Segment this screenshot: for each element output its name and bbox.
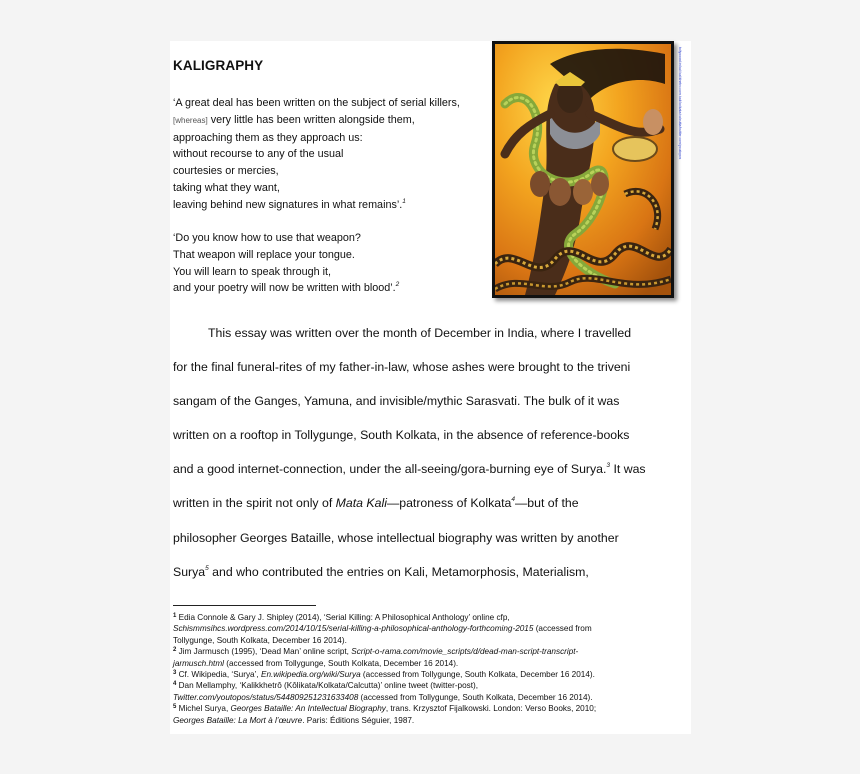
- footnote-2: $^2$ Jim Jarmusch (1995), ‘Dead Man’ online script, Script-o-rama.com/movie_scripts/d/dead-man-script-transcript-: [173, 647, 579, 657]
- footnote-separator: [173, 605, 316, 606]
- epigraph-line: [whereas] very little has been written alongside them,: [173, 113, 415, 126]
- essay-body: [173, 316, 673, 589]
- epigraph-line: leaving behind new signatures in what remains’.$^1$: [173, 197, 406, 211]
- epigraph-line: taking what they want,: [173, 181, 280, 194]
- body-line: written on a rooftop in Tollygunge, South Kolkata, in the absence of reference-books: [173, 428, 630, 443]
- epigraph-1: [173, 95, 460, 214]
- body-line: sangam of the Ganges, Yamuna, and invisible/mythic Sarasvati. The bulk of it was: [173, 394, 620, 409]
- footnote-link[interactable]: Script-o-rama.com/movie_scripts/d/dead-man-script-transcript-: [351, 647, 579, 657]
- body-line: This essay was written over the month of December in India, where I travelled: [208, 326, 632, 340]
- footnote-link[interactable]: jarmusch.html: [173, 658, 224, 668]
- epigraph-line: You will learn to speak through it,: [173, 265, 332, 278]
- epigraph-line: approaching them as they approach us:: [173, 131, 363, 144]
- footnote-link[interactable]: Twitter.com/youtopos/status/544809251231633408: [173, 692, 359, 702]
- kali-painting-image: [492, 41, 674, 298]
- body-line: for the final funeral-rites of my father-in-law, whose ashes were brought to the triveni: [173, 360, 631, 375]
- epigraph-line: and your poetry will now be written with blood’.$^2$: [173, 281, 400, 295]
- footnote-ref-4[interactable]: 4: [511, 496, 515, 504]
- footnote-link[interactable]: Schismmsihcs.wordpress.com/2014/10/15/serial-killing-a-philosophical-anthology-forthcoming-2015: [173, 624, 534, 634]
- epigraph-line: ‘A great deal has been written on the subject of serial killers,: [173, 97, 460, 109]
- epigraph-line: That weapon will replace your tongue.: [173, 248, 355, 261]
- footnotes: $^1$ Edia Connole & Gary J. Shipley (2014), ‘Serial Killing: A Philosophical Anthology’ online cfp, Schismmsihcs.wordpress.com/2014/10/15/serial-killing-a-philosophical-anthology-forthcoming-2015 (accessed from Tollygunge, South Kolkata, December 16 2014). $^2$ Jim Jarmusch (1995), ‘Dead Man’ online script, Script-o-rama.com/movie_scripts/d/dead-man-script-transcript- jarmusch.html (accessed from Tollygunge, South Kolkata, December 16 2014). $^3$ Cf. Wikipedia, ‘Surya’, En.wikipedia.org/wiki/Surya (accessed from Tollygunge, South Kolkata, December 16 2014). $^4$ Dan Mellamphy, ‘Kalikkhetrô (Kôlikata/Kolkata/Calcutta)’ online tweet (twitter-post), Twitter.com/youtopos/status/544809251231633408 (accessed from Tollygunge, South Kolkata, December 16 2014). $^5$ Michel Surya, Georges Bataille: An Intellectual Biography, trans. Krzysztof Fijalkowski. London: Verso Books, 2010; Georges Bataille: La Mort à l’œuvre. Paris: Éditions Séguier, 1987.: [173, 612, 688, 726]
- document-page: [170, 41, 691, 734]
- document-title: KALIGRAPHY: [173, 58, 264, 73]
- footnote-link[interactable]: En.wikipedia.org/wiki/Surya: [260, 670, 361, 680]
- footnote-ref-1[interactable]: 1: [402, 197, 406, 205]
- footnote-1: $^1$ Edia Connole & Gary J. Shipley (2014), ‘Serial Killing: A Philosophical Anthology’ online cfp,: [173, 613, 510, 622]
- body-line: written in the spirit not only of Mata Kali—patroness of Kolkata$^4$—but of the: [173, 496, 579, 511]
- epigraph-line: without recourse to any of the usual: [173, 148, 344, 161]
- footnote-ref-3[interactable]: 3: [606, 462, 611, 470]
- body-line: and a good internet-connection, under the all-seeing/gora-burning eye of Surya.$^3$ It was: [173, 462, 646, 477]
- footnote-ref-2[interactable]: 2: [395, 281, 400, 289]
- footnote-4: $^4$ Dan Mellamphy, ‘Kalikkhetrô (Kôlikata/Kolkata/Calcutta)’ online tweet (twitter-post),: [173, 681, 479, 691]
- bracketed-word: [whereas]: [173, 115, 208, 125]
- footnote-5: $^5$ Michel Surya, Georges Bataille: An Intellectual Biography, trans. Krzysztof Fijalkowski. London: Verso Books, 2010;: [173, 704, 597, 714]
- body-line: philosopher Georges Bataille, whose intellectual biography was written by another: [173, 530, 619, 545]
- footnote-3: $^3$ Cf. Wikipedia, ‘Surya’, En.wikipedia.org/wiki/Surya (accessed from Tollygunge, South Kolkata, December 16 2014).: [173, 670, 595, 680]
- footnote-ref-5[interactable]: 5: [205, 564, 209, 572]
- epigraph-line: ‘Do you know how to use that weapon?: [173, 232, 361, 244]
- epigraph-2: [173, 230, 399, 297]
- body-line: Surya$^5$ and who contributed the entries on Kali, Metamorphosis, Materialism,: [173, 564, 589, 579]
- kali-painting-illustration: [495, 44, 671, 295]
- epigraph-line: courtesies or mercies,: [173, 165, 279, 178]
- figure-source-caption[interactable]: tollywood.in/kali kalikhetro.com.kali/kolkata/calcutta/twitter.com/youtopos: [678, 47, 682, 160]
